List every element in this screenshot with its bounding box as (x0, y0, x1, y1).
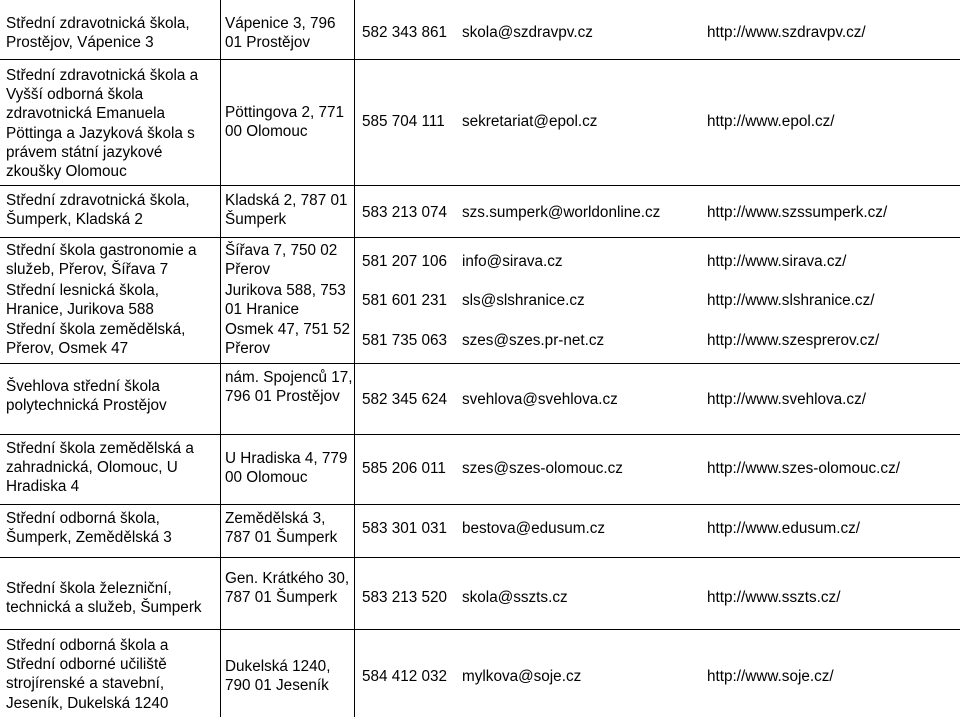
column-divider (220, 0, 221, 717)
school-name: Střední odborná škola, Šumperk, Zemědělská 3 (6, 510, 172, 547)
school-address: Dukelská 1240, 790 01 Jeseník (225, 658, 331, 695)
school-website[interactable]: http://www.edusum.cz/ (707, 520, 861, 537)
school-phone: 585 206 011 (362, 460, 446, 477)
school-website[interactable]: http://www.szes-olomouc.cz/ (707, 460, 900, 477)
school-phone: 582 345 624 (362, 391, 448, 408)
school-name: Střední zdravotnická škola, Šumperk, Kladská 2 (6, 192, 190, 229)
school-website[interactable]: http://www.szesprerov.cz/ (707, 332, 880, 349)
school-website[interactable]: http://www.slshranice.cz/ (707, 292, 875, 309)
school-name: Střední škola zemědělská a zahradnická, Olomouc, U Hradiska 4 (6, 440, 194, 496)
school-email[interactable]: mylkova@soje.cz (462, 668, 582, 685)
school-email[interactable]: skola@szdravpv.cz (462, 24, 593, 41)
school-address: Zemědělská 3, 787 01 Šumperk (225, 510, 338, 547)
school-phone: 583 213 074 (362, 204, 448, 221)
school-name: Střední lesnická škola, Hranice, Jurikova 588 (6, 282, 160, 319)
school-website[interactable]: http://www.szdravpv.cz/ (707, 24, 866, 41)
school-name: Švehlova střední škola polytechnická Prostějov (6, 378, 167, 415)
school-email[interactable]: szes@szes-olomouc.cz (462, 460, 623, 477)
row-divider (0, 237, 960, 238)
school-website[interactable]: http://www.sirava.cz/ (707, 253, 847, 270)
school-email[interactable]: skola@sszts.cz (462, 589, 568, 606)
school-phone: 581 601 231 (362, 292, 448, 309)
school-phone: 581 207 106 (362, 253, 448, 270)
school-name: Střední škola gastronomie a služeb, Přerov, Šířava 7 (6, 242, 197, 279)
school-phone: 583 301 031 (362, 520, 448, 537)
row-divider (0, 434, 960, 435)
school-website[interactable]: http://www.svehlova.cz/ (707, 391, 866, 408)
school-email[interactable]: sekretariat@epol.cz (462, 113, 598, 130)
row-divider (0, 557, 960, 558)
school-address: U Hradiska 4, 779 00 Olomouc (225, 450, 348, 487)
row-divider (0, 185, 960, 186)
row-divider (0, 363, 960, 364)
school-website[interactable]: http://www.soje.cz/ (707, 668, 834, 685)
school-name: Střední odborná škola a Střední odborné učiliště strojírenské a stavební, Jeseník, Dukelská 1240 (6, 637, 169, 712)
school-email[interactable]: szs.sumperk@worldonline.cz (462, 204, 661, 221)
school-address: Gen. Krátkého 30, 787 01 Šumperk (225, 570, 350, 607)
school-name: Střední zdravotnická škola a Vyšší odborná škola zdravotnická Emanuela Pöttinga a Jazyková škola s právem státní jazykové zkoušky Olomouc (6, 67, 199, 181)
school-address: Šířava 7, 750 02 Přerov (225, 242, 338, 279)
school-name: Střední škola zemědělská, Přerov, Osmek 47 (6, 321, 186, 358)
school-website[interactable]: http://www.szssumperk.cz/ (707, 204, 888, 221)
school-phone: 583 213 520 (362, 589, 448, 606)
school-name: Střední škola železniční, technická a služeb, Šumperk (6, 580, 202, 617)
school-email[interactable]: sls@slshranice.cz (462, 292, 585, 309)
row-divider (0, 629, 960, 630)
school-phone: 584 412 032 (362, 668, 448, 685)
school-phone: 581 735 063 (362, 332, 448, 349)
school-address: Osmek 47, 751 52 Přerov (225, 321, 350, 358)
school-address: nám. Spojenců 17, 796 01 Prostějov (225, 369, 353, 406)
school-website[interactable]: http://www.epol.cz/ (707, 113, 835, 130)
school-email[interactable]: bestova@edusum.cz (462, 520, 606, 537)
school-address: Kladská 2, 787 01 Šumperk (225, 192, 348, 229)
school-address: Vápenice 3, 796 01 Prostějov (225, 15, 336, 52)
school-phone: 582 343 861 (362, 24, 448, 41)
school-email[interactable]: info@sirava.cz (462, 253, 563, 270)
school-name: Střední zdravotnická škola, Prostějov, Vápenice 3 (6, 15, 190, 52)
school-email[interactable]: svehlova@svehlova.cz (462, 391, 618, 408)
school-address: Pöttingova 2, 771 00 Olomouc (225, 104, 345, 141)
school-phone: 585 704 111 (362, 113, 445, 130)
school-email[interactable]: szes@szes.pr-net.cz (462, 332, 605, 349)
school-address: Jurikova 588, 753 01 Hranice (225, 282, 346, 319)
row-divider (0, 504, 960, 505)
row-divider (0, 59, 960, 60)
school-website[interactable]: http://www.sszts.cz/ (707, 589, 841, 606)
